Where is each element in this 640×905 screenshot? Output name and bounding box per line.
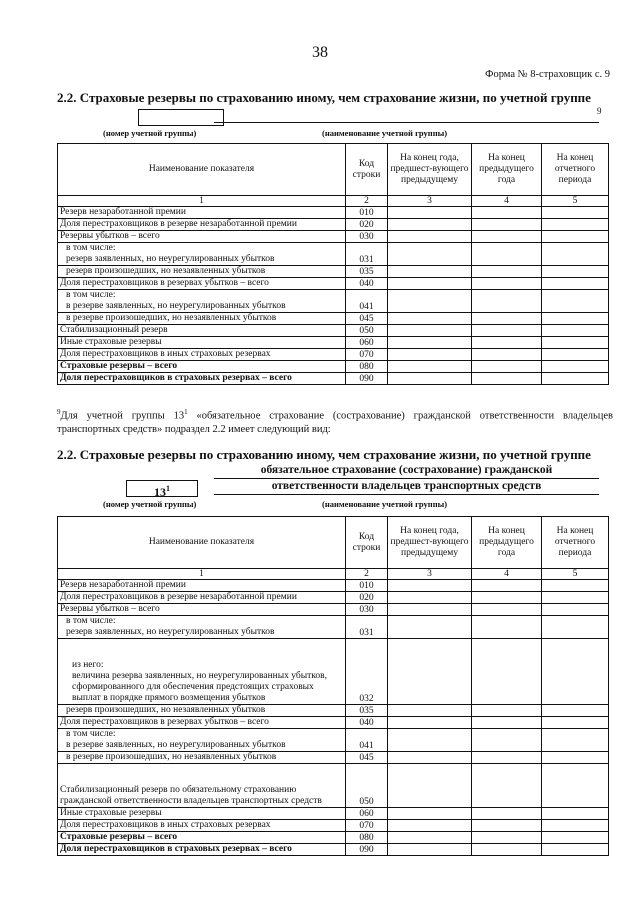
table-row — [58, 604, 609, 616]
indicator-name-cell: Иные страховые резервы — [58, 337, 346, 349]
value-input-cell[interactable] — [388, 764, 472, 808]
value-input-cell[interactable] — [542, 373, 609, 385]
table-row — [58, 616, 609, 639]
indicator-name-cell: Резервы убытков – всего — [58, 231, 346, 243]
value-input-cell[interactable] — [472, 616, 542, 639]
value-input-cell[interactable] — [472, 207, 542, 219]
table-row — [58, 764, 609, 808]
row-code-cell: 041 — [346, 290, 388, 313]
value-input-cell[interactable] — [542, 729, 609, 752]
column-number: 5 — [542, 196, 609, 207]
value-input-cell[interactable] — [472, 820, 542, 832]
table-row — [58, 592, 609, 604]
row-code-cell: 020 — [346, 219, 388, 231]
indicator-name-cell: Доля перестраховщиков в иных страховых резервах — [58, 349, 346, 361]
value-input-cell[interactable] — [542, 266, 609, 278]
header-end-of-previous-year: На конец предыдущего года — [472, 144, 542, 196]
table-row — [58, 844, 609, 856]
footnote-text-end: «обязательное страхование (сострахование) гражданской ответственности владельцев транспортных средств» подраздел 2.2 имеет следующий вид: — [57, 410, 613, 435]
header-end-of-reporting-period: На конец отчетного периода — [542, 517, 609, 569]
value-input-cell[interactable] — [388, 337, 472, 349]
header-row-code: Код строки — [346, 517, 388, 569]
column-number: 1 — [58, 569, 346, 580]
value-input-cell[interactable] — [542, 219, 609, 231]
indicator-name-cell: резерв произошедших, но незаявленных убытков — [58, 266, 346, 278]
row-code-cell: 080 — [346, 361, 388, 373]
value-input-cell[interactable] — [388, 373, 472, 385]
header-indicator-name: Наименование показателя — [58, 517, 346, 569]
value-input-cell[interactable] — [542, 705, 609, 717]
value-input-cell[interactable] — [388, 705, 472, 717]
section1-group-number-box[interactable] — [138, 109, 224, 126]
indicator-name-cell: резерв произошедших, но незаявленных убытков — [58, 705, 346, 717]
table-row — [58, 729, 609, 752]
value-input-cell[interactable] — [388, 361, 472, 373]
row-code-cell: 050 — [346, 764, 388, 808]
header-end-of-year-before-previous: На конец года, предшест-вующего предыдущему — [388, 517, 472, 569]
table-row — [58, 325, 609, 337]
row-code-cell: 040 — [346, 717, 388, 729]
row-code-cell: 070 — [346, 349, 388, 361]
value-input-cell[interactable] — [542, 361, 609, 373]
value-input-cell[interactable] — [388, 604, 472, 616]
column-number: 2 — [346, 196, 388, 207]
row-code-cell: 031 — [346, 616, 388, 639]
value-input-cell[interactable] — [472, 729, 542, 752]
table-row — [58, 207, 609, 219]
header-row-code: Код строки — [346, 144, 388, 196]
row-code-cell: 041 — [346, 729, 388, 752]
value-input-cell[interactable] — [542, 592, 609, 604]
value-input-cell[interactable] — [542, 639, 609, 705]
table-row — [58, 580, 609, 592]
indicator-name-cell: в резерве произошедших, но незаявленных убытков — [58, 752, 346, 764]
value-input-cell[interactable] — [542, 325, 609, 337]
row-code-cell: 031 — [346, 243, 388, 266]
value-input-cell[interactable] — [388, 349, 472, 361]
row-code-cell: 060 — [346, 808, 388, 820]
table-row — [58, 337, 609, 349]
section2-table-body — [58, 580, 609, 856]
row-code-cell: 080 — [346, 832, 388, 844]
value-input-cell[interactable] — [388, 639, 472, 705]
table-row — [58, 808, 609, 820]
value-input-cell[interactable] — [472, 231, 542, 243]
row-code-cell: 090 — [346, 844, 388, 856]
form-reference: Форма № 8-страховщик с. 9 — [485, 69, 610, 80]
row-code-cell: 050 — [346, 325, 388, 337]
value-input-cell[interactable] — [388, 616, 472, 639]
row-code-cell: 060 — [346, 337, 388, 349]
row-code-cell: 035 — [346, 266, 388, 278]
row-code-cell: 010 — [346, 580, 388, 592]
value-input-cell[interactable] — [542, 832, 609, 844]
indicator-name-cell: Резервы убытков – всего — [58, 604, 346, 616]
section2-group-name-line2: ответственности владельцев транспортных средств — [214, 479, 599, 495]
value-input-cell[interactable] — [542, 752, 609, 764]
table-row — [58, 832, 609, 844]
column-number: 2 — [346, 569, 388, 580]
header-end-of-year-before-previous: На конец года, предшест-вующего предыдущему — [388, 144, 472, 196]
indicator-name-cell: Страховые резервы – всего — [58, 832, 346, 844]
value-input-cell[interactable] — [472, 278, 542, 290]
value-input-cell[interactable] — [542, 337, 609, 349]
section2-group-number-caption: (номер учетной группы) — [103, 499, 197, 509]
row-code-cell: 030 — [346, 231, 388, 243]
value-input-cell[interactable] — [388, 290, 472, 313]
section2-group-name-line1: обязательное страхование (сострахование) гражданской — [214, 463, 599, 479]
table-row — [58, 243, 609, 266]
value-input-cell[interactable] — [388, 808, 472, 820]
value-input-cell[interactable] — [388, 278, 472, 290]
indicator-name-cell: в том числе: в резерве заявленных, но неурегулированных убытков — [58, 729, 346, 752]
value-input-cell[interactable] — [542, 278, 609, 290]
value-input-cell[interactable] — [472, 705, 542, 717]
section1-title: 2.2. Страховые резервы по страхованию иному, чем страхование жизни, по учетной группе — [57, 90, 591, 105]
section2-group-number-sup: 1 — [166, 484, 170, 493]
value-input-cell[interactable] — [542, 243, 609, 266]
row-code-cell: 032 — [346, 639, 388, 705]
value-input-cell[interactable] — [542, 349, 609, 361]
value-input-cell[interactable] — [472, 361, 542, 373]
section2-group-name-caption: (наименование учетной группы) — [322, 499, 448, 509]
value-input-cell[interactable] — [542, 808, 609, 820]
footnote-text-start: Для учетной группы 13 — [60, 410, 185, 422]
footnote-mark: 9 — [57, 408, 61, 416]
table-row — [58, 373, 609, 385]
section1-table-body — [58, 207, 609, 385]
value-input-cell[interactable] — [472, 808, 542, 820]
value-input-cell[interactable] — [542, 207, 609, 219]
section2-group-number: 13 — [154, 485, 166, 499]
section1-group-name-line[interactable] — [214, 122, 599, 123]
indicator-name-cell: Доля перестраховщиков в страховых резервах – всего — [58, 373, 346, 385]
value-input-cell[interactable] — [388, 592, 472, 604]
indicator-name-cell: в том числе: в резерве заявленных, но неурегулированных убытков — [58, 290, 346, 313]
indicator-name-cell: в резерве произошедших, но незаявленных убытков — [58, 313, 346, 325]
indicator-name-cell: Доля перестраховщиков в резерве незаработанной премии — [58, 592, 346, 604]
indicator-name-cell: Доля перестраховщиков в иных страховых резервах — [58, 820, 346, 832]
table-row — [58, 278, 609, 290]
indicator-name-cell: Резерв незаработанной премии — [58, 207, 346, 219]
row-code-cell: 010 — [346, 207, 388, 219]
indicator-name-cell: Иные страховые резервы — [58, 808, 346, 820]
section2-title: 2.2. Страховые резервы по страхованию иному, чем страхование жизни, по учетной группе — [57, 447, 591, 462]
table-row — [58, 231, 609, 243]
table-row — [58, 717, 609, 729]
footnote-group-sup: 1 — [184, 408, 188, 416]
indicator-name-cell: Страховые резервы – всего — [58, 361, 346, 373]
value-input-cell[interactable] — [472, 349, 542, 361]
indicator-name-cell: Доля перестраховщиков в резервах убытков – всего — [58, 278, 346, 290]
value-input-cell[interactable] — [472, 337, 542, 349]
table-row — [58, 290, 609, 313]
section2-group-number-box[interactable] — [126, 480, 198, 497]
section1-group-number-caption: (номер учетной группы) — [103, 128, 197, 138]
indicator-name-cell: Доля перестраховщиков в резерве незаработанной премии — [58, 219, 346, 231]
row-code-cell: 030 — [346, 604, 388, 616]
value-input-cell[interactable] — [472, 592, 542, 604]
value-input-cell[interactable] — [388, 580, 472, 592]
row-code-cell: 070 — [346, 820, 388, 832]
value-input-cell[interactable] — [472, 325, 542, 337]
indicator-name-cell: Стабилизационный резерв — [58, 325, 346, 337]
value-input-cell[interactable] — [472, 373, 542, 385]
indicator-name-cell: в том числе: резерв заявленных, но неурегулированных убытков — [58, 243, 346, 266]
value-input-cell[interactable] — [542, 616, 609, 639]
indicator-name-cell: из него: величина резерва заявленных, но неурегулированных убытков, сформированного для обеспечения предстоящих страховых выплат в порядке прямого возмещения убытков — [58, 639, 346, 705]
header-end-of-reporting-period: На конец отчетного периода — [542, 144, 609, 196]
value-input-cell[interactable] — [472, 219, 542, 231]
row-code-cell: 020 — [346, 592, 388, 604]
row-code-cell: 045 — [346, 313, 388, 325]
section1-group-name-caption: (наименование учетной группы) — [322, 128, 448, 138]
value-input-cell[interactable] — [388, 266, 472, 278]
table-row — [58, 705, 609, 717]
indicator-name-cell: в том числе: резерв заявленных, но неурегулированных убытков — [58, 616, 346, 639]
value-input-cell[interactable] — [542, 820, 609, 832]
table-row — [58, 752, 609, 764]
row-code-cell: 040 — [346, 278, 388, 290]
value-input-cell[interactable] — [542, 764, 609, 808]
value-input-cell[interactable] — [472, 844, 542, 856]
value-input-cell[interactable] — [388, 207, 472, 219]
value-input-cell[interactable] — [388, 729, 472, 752]
value-input-cell[interactable] — [472, 717, 542, 729]
value-input-cell[interactable] — [472, 604, 542, 616]
section2-group-name[interactable] — [214, 463, 599, 495]
table-row — [58, 313, 609, 325]
header-end-of-previous-year: На конец предыдущего года — [472, 517, 542, 569]
value-input-cell[interactable] — [472, 580, 542, 592]
footnote — [57, 406, 613, 436]
column-number: 4 — [472, 569, 542, 580]
section1-reserves-table — [57, 143, 609, 385]
value-input-cell[interactable] — [388, 832, 472, 844]
value-input-cell[interactable] — [388, 243, 472, 266]
value-input-cell[interactable] — [542, 231, 609, 243]
indicator-name-cell: Доля перестраховщиков в резервах убытков – всего — [58, 717, 346, 729]
table-row — [58, 219, 609, 231]
value-input-cell[interactable] — [472, 313, 542, 325]
value-input-cell[interactable] — [388, 325, 472, 337]
value-input-cell[interactable] — [388, 231, 472, 243]
value-input-cell[interactable] — [388, 219, 472, 231]
value-input-cell[interactable] — [388, 313, 472, 325]
value-input-cell[interactable] — [472, 752, 542, 764]
row-code-cell: 035 — [346, 705, 388, 717]
column-number: 5 — [542, 569, 609, 580]
section2-reserves-table — [57, 516, 609, 856]
indicator-name-cell: Доля перестраховщиков в страховых резервах – всего — [58, 844, 346, 856]
table-row — [58, 266, 609, 278]
table-row — [58, 349, 609, 361]
column-number: 4 — [472, 196, 542, 207]
value-input-cell[interactable] — [542, 844, 609, 856]
value-input-cell[interactable] — [542, 313, 609, 325]
value-input-cell[interactable] — [472, 764, 542, 808]
value-input-cell[interactable] — [472, 832, 542, 844]
table-row — [58, 639, 609, 705]
table-row — [58, 820, 609, 832]
value-input-cell[interactable] — [542, 717, 609, 729]
value-input-cell[interactable] — [472, 243, 542, 266]
header-indicator-name: Наименование показателя — [58, 144, 346, 196]
value-input-cell[interactable] — [542, 580, 609, 592]
column-number: 3 — [388, 569, 472, 580]
value-input-cell[interactable] — [388, 752, 472, 764]
page-number: 38 — [312, 44, 328, 61]
value-input-cell[interactable] — [472, 266, 542, 278]
value-input-cell[interactable] — [472, 639, 542, 705]
column-number: 1 — [58, 196, 346, 207]
indicator-name-cell: Резерв незаработанной премии — [58, 580, 346, 592]
column-number: 3 — [388, 196, 472, 207]
section1-footnote-mark: 9 — [597, 106, 602, 116]
value-input-cell[interactable] — [542, 290, 609, 313]
value-input-cell[interactable] — [388, 820, 472, 832]
table-row — [58, 361, 609, 373]
row-code-cell: 090 — [346, 373, 388, 385]
value-input-cell[interactable] — [542, 604, 609, 616]
value-input-cell[interactable] — [388, 717, 472, 729]
row-code-cell: 045 — [346, 752, 388, 764]
value-input-cell[interactable] — [388, 844, 472, 856]
value-input-cell[interactable] — [472, 290, 542, 313]
indicator-name-cell: Стабилизационный резерв по обязательному страхованию гражданской ответственности владельцев транспортных средств — [58, 764, 346, 808]
